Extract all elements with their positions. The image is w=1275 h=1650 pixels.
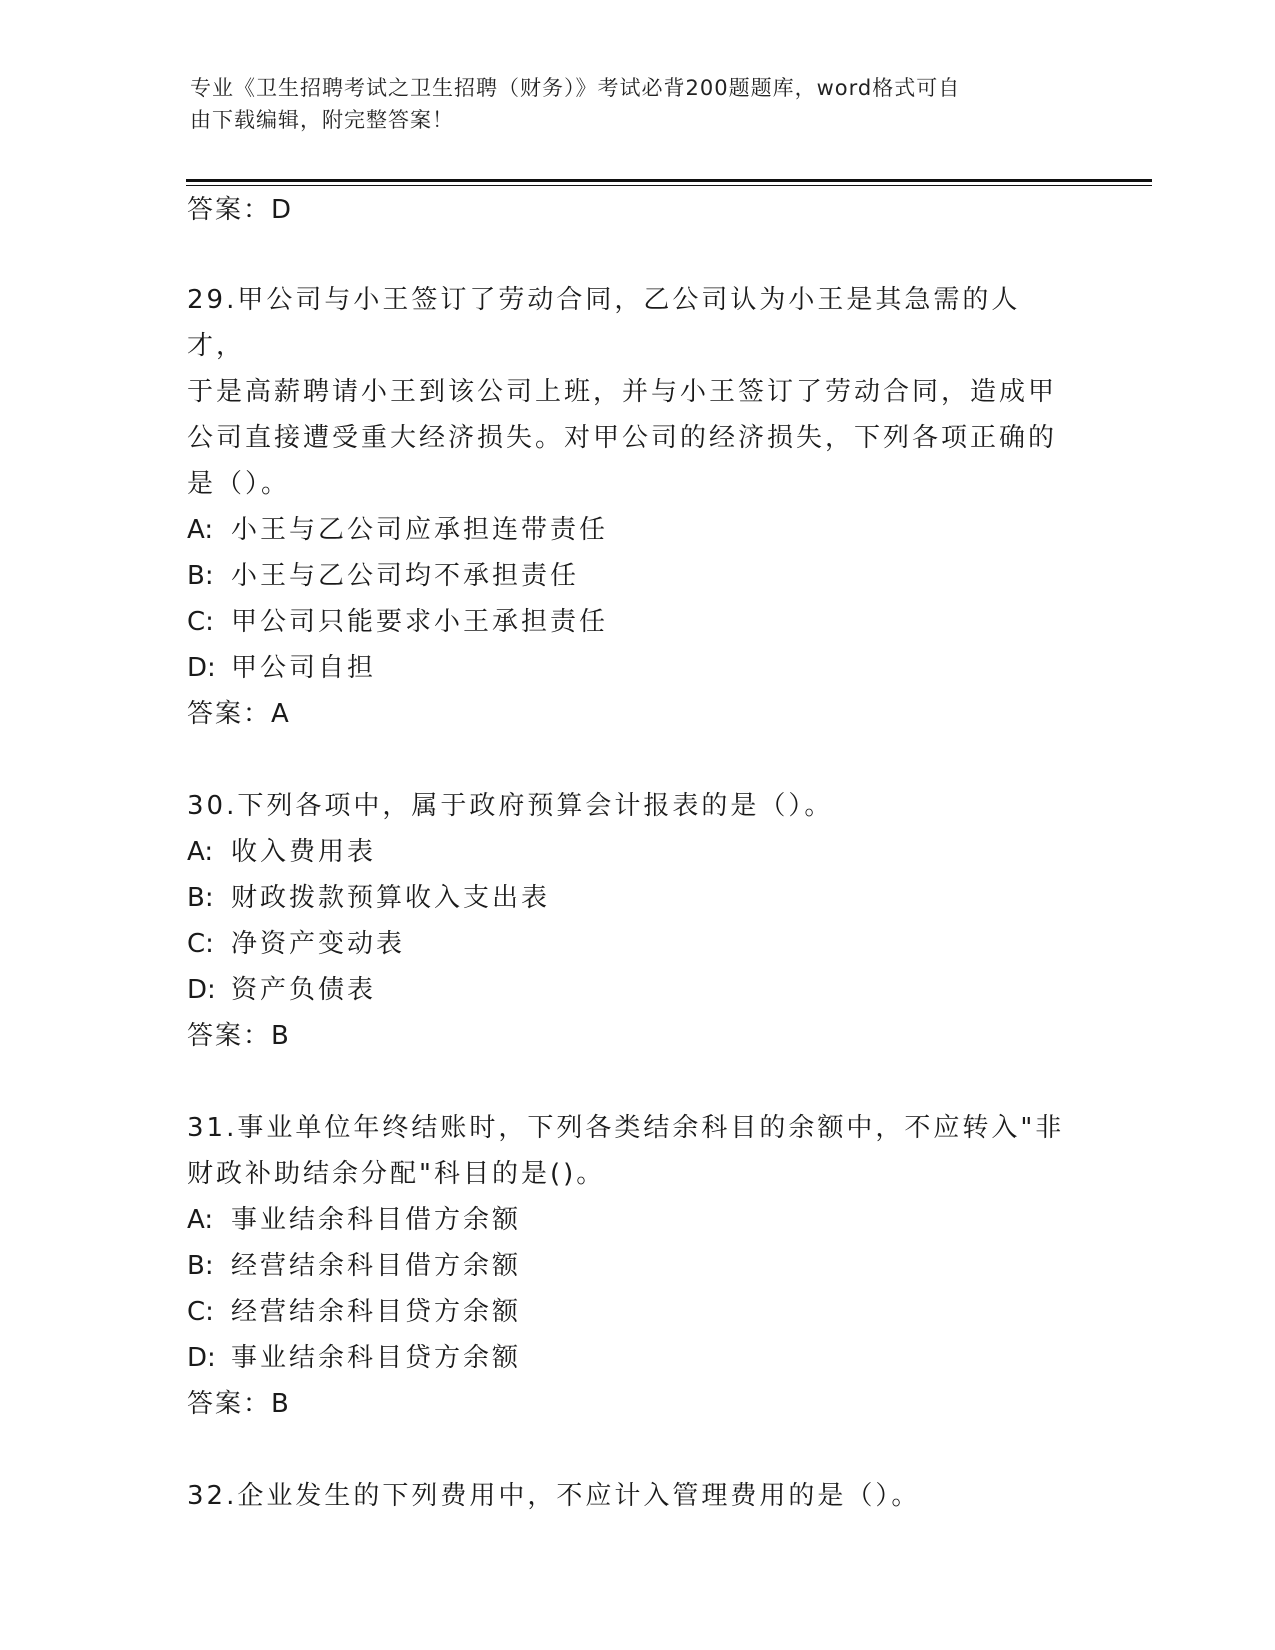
option-d (187, 967, 1067, 1013)
option-b (187, 553, 1067, 599)
option-letter: C: (187, 929, 214, 959)
question-stem-line: 32.企业发生的下列费用中，不应计入管理费用的是（）。 (187, 1481, 921, 1511)
option-letter: D: (187, 975, 216, 1005)
option-letter: B: (187, 883, 214, 913)
header-divider-thin (186, 185, 1152, 186)
question-32 (187, 1473, 1067, 1519)
question-30 (187, 783, 1067, 1059)
option-letter: A: (187, 837, 214, 867)
option-text: 事业结余科目贷方余额 (231, 1343, 522, 1373)
question-stem-line: 公司直接遭受重大经济损失。对甲公司的经济损失，下列各项正确的 (187, 423, 1058, 453)
spacer (187, 1059, 1067, 1105)
document-header (190, 72, 1070, 136)
option-text: 净资产变动表 (231, 929, 406, 959)
option-text: 财政拨款预算收入支出表 (231, 883, 551, 913)
option-a (187, 507, 1067, 553)
option-text: 资产负债表 (231, 975, 377, 1005)
option-letter: A: (187, 515, 214, 545)
option-letter: C: (187, 1297, 214, 1327)
answer-line: 答案：A (187, 699, 291, 729)
option-letter: B: (187, 1251, 214, 1281)
header-line-2: 由下载编辑，附完整答案！ (190, 108, 454, 132)
question-stem-line: 于是高薪聘请小王到该公司上班，并与小王签订了劳动合同，造成甲 (187, 377, 1058, 407)
option-a (187, 829, 1067, 875)
option-letter: D: (187, 1343, 216, 1373)
answer-line: 答案：B (187, 1021, 291, 1051)
header-line-1: 专业《卫生招聘考试之卫生招聘（财务）》考试必背200题题库，word格式可自 (190, 76, 961, 100)
question-stem-line: 是（）。 (187, 469, 291, 499)
option-text: 小王与乙公司应承担连带责任 (231, 515, 609, 545)
option-text: 经营结余科目借方余额 (231, 1251, 522, 1281)
option-c (187, 1289, 1067, 1335)
answer-line: 答案：B (187, 1389, 291, 1419)
question-stem-line: 31.事业单位年终结账时，下列各类结余科目的余额中，不应转入"非 (187, 1113, 1065, 1143)
option-d (187, 1335, 1067, 1381)
question-31 (187, 1105, 1067, 1427)
option-b (187, 875, 1067, 921)
spacer (187, 233, 1067, 277)
option-a (187, 1197, 1067, 1243)
option-text: 事业结余科目借方余额 (231, 1205, 522, 1235)
option-letter: B: (187, 561, 214, 591)
spacer (187, 1427, 1067, 1473)
option-c (187, 599, 1067, 645)
option-text: 甲公司自担 (231, 653, 377, 683)
option-b (187, 1243, 1067, 1289)
answer-line: 答案：D (187, 195, 294, 225)
option-text: 经营结余科目贷方余额 (231, 1297, 522, 1327)
option-letter: C: (187, 607, 214, 637)
option-letter: D: (187, 653, 216, 683)
spacer (187, 737, 1067, 783)
option-d (187, 645, 1067, 691)
question-stem-line: 30.下列各项中，属于政府预算会计报表的是（）。 (187, 791, 834, 821)
option-c (187, 921, 1067, 967)
option-text: 小王与乙公司均不承担责任 (231, 561, 580, 591)
question-stem-line: 29.甲公司与小王签订了劳动合同，乙公司认为小王是其急需的人才， (187, 285, 1021, 361)
question-stem-line: 财政补助结余分配"科目的是()。 (187, 1159, 606, 1189)
question-list (187, 187, 1067, 1519)
option-text: 甲公司只能要求小王承担责任 (231, 607, 609, 637)
option-text: 收入费用表 (231, 837, 377, 867)
option-letter: A: (187, 1205, 214, 1235)
header-divider-thick (186, 179, 1152, 182)
question-29 (187, 277, 1067, 737)
